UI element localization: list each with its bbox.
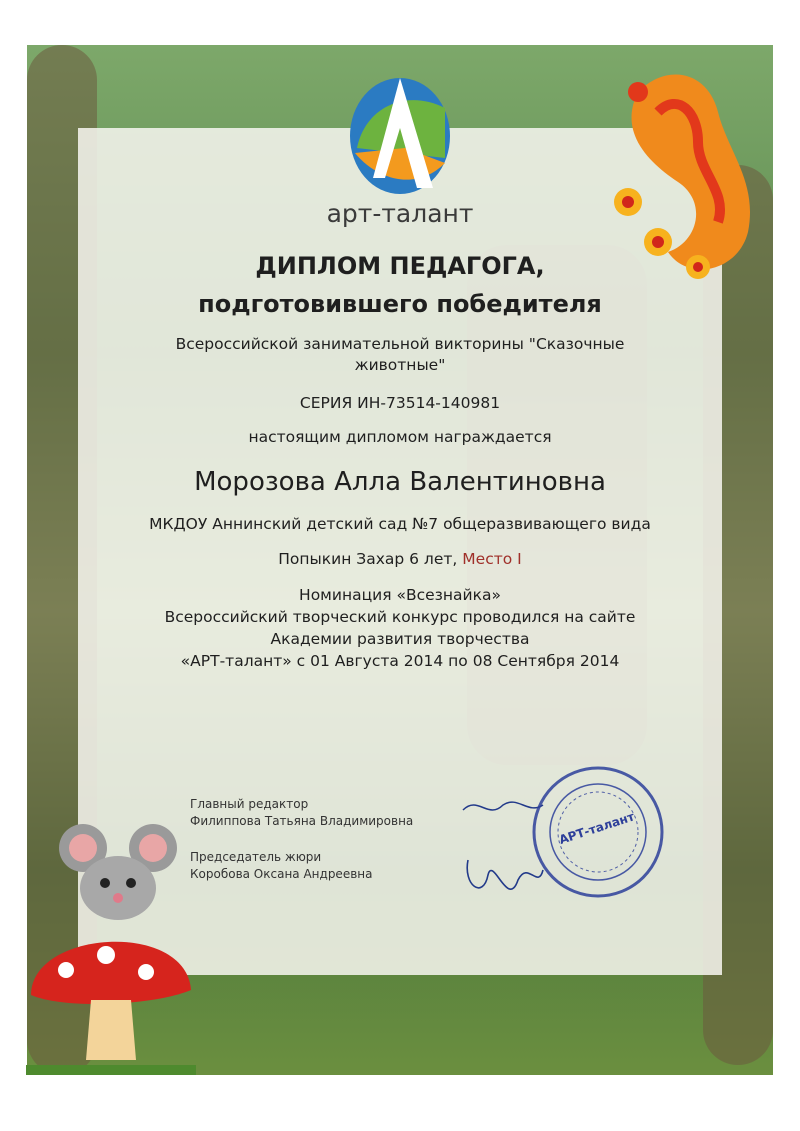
jury-signature-block (190, 849, 372, 883)
quiz-name: Всероссийской занимательной викторины "Сказочные животные" (175, 335, 625, 374)
brand-name: арт-талант (326, 199, 474, 228)
contest-line: Всероссийский творческий конкурс проводился на сайте (164, 608, 636, 626)
academy-line: Академии развития творчества (270, 630, 530, 648)
art-talant-logo (345, 68, 455, 198)
child-line (78, 550, 722, 568)
jury-role: Председатель жюри (190, 850, 322, 864)
organization: МКДОУ Аннинский детский сад №7 общеразвивающего вида (149, 515, 651, 533)
dates-line: «АРТ-талант» с 01 Августа 2014 по 08 Сентября 2014 (180, 652, 620, 670)
nomination-block (78, 584, 722, 672)
mouse-illustration (58, 818, 178, 928)
stamp-text: АРТ-талант (557, 809, 637, 847)
nomination: Номинация «Всезнайка» (299, 586, 501, 604)
editor-signature-block (190, 796, 413, 830)
jury-name: Коробова Оксана Андреевна (190, 867, 373, 881)
diploma-title: ДИПЛОМ ПЕДАГОГА, (255, 252, 545, 280)
awarded-text: настоящим дипломом награждается (248, 428, 552, 446)
editor-role: Главный редактор (190, 797, 309, 811)
child-name: Попыкин Захар 6 лет, (278, 550, 458, 568)
diploma-subtitle: подготовившего победителя (198, 290, 602, 318)
series-number: СЕРИЯ ИН-73514-140981 (299, 394, 501, 412)
official-stamp (528, 762, 668, 902)
place-label: Место I (462, 550, 522, 568)
recipient-name: Морозова Алла Валентиновна (194, 467, 606, 497)
firebird-body (614, 75, 750, 279)
firebird-illustration (598, 52, 768, 282)
editor-name: Филиппова Татьяна Владимировна (190, 814, 414, 828)
